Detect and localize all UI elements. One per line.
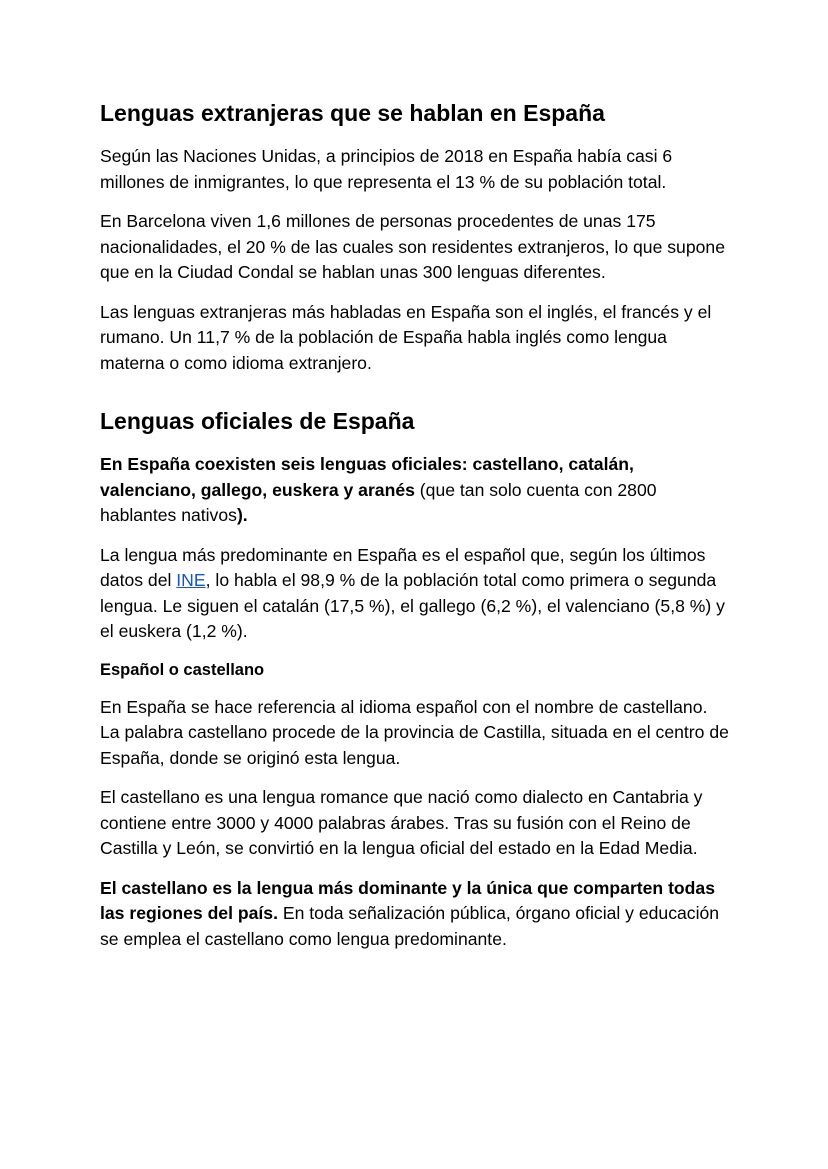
paragraph-barcelona: En Barcelona viven 1,6 millones de personas procedentes de unas 175 nacionalidades, el 20 % de las cuales son residentes extranjeros, lo que supone que en la Ciudad Condal se hablan unas 300 lenguas diferentes. <box>100 211 725 282</box>
text-aranes-speakers: (que tan solo cuenta con 2800 hablantes nativos <box>100 479 657 525</box>
paragraph-castellano-name: En España se hace referencia al idioma español con el nombre de castellano. La palabra castellano procede de la provincia de Castilla, situada en el centro de España, donde se originó esta lengua. <box>100 696 729 768</box>
text-after-link: , lo habla el 98,9 % de la población total como primera o segunda lengua. Le siguen el catalán (17,5 %), el gallego (6,2 %), el valenciano (5,8 %) y el euskera (1,2 %). <box>100 570 725 641</box>
heading-foreign-languages: Lenguas extranjeras que se hablan en España <box>100 100 605 126</box>
paragraph-immigrants: Según las Naciones Unidas, a principios de 2018 en España había casi 6 millones de inmigrantes, lo que representa el 13 % de su población total. <box>100 146 673 192</box>
text-public-signage: En toda señalización pública, órgano oficial y educación se emplea el castellano como lengua predominante. <box>100 903 720 949</box>
paragraph-most-spoken-foreign: Las lenguas extranjeras más habladas en España son el inglés, el francés y el rumano. Un 11,7 % de la población de España habla inglés como lengua materna o como idioma extranjero. <box>100 301 712 373</box>
paragraph-castellano-origin: El castellano es una lengua romance que nació como dialecto en Cantabria y contiene entre 3000 y 4000 palabras árabes. Tras su fusión con el Reino de Castilla y León, se convirtió en la lengua oficial del estado en la Edad Media. <box>100 787 703 858</box>
bold-castellano-dominant: El castellano es la lengua más dominante y la única que comparten todas las regiones del país. <box>100 877 715 923</box>
text-before-link: La lengua más predominante en España es el español que, según los últimos datos del <box>100 544 706 590</box>
heading-official-languages: Lenguas oficiales de España <box>100 408 415 434</box>
bold-closing: ). <box>236 505 248 525</box>
paragraph-predominant-language <box>100 543 730 645</box>
ine-link[interactable]: INE <box>176 570 206 590</box>
paragraph-six-official-languages <box>100 452 730 529</box>
bold-official-languages: En España coexisten seis lenguas oficiales: castellano, catalán, valenciano, gallego, euskera y aranés <box>100 454 634 500</box>
heading-spanish-castilian: Español o castellano <box>100 660 265 679</box>
paragraph-castellano-dominant <box>100 876 730 953</box>
